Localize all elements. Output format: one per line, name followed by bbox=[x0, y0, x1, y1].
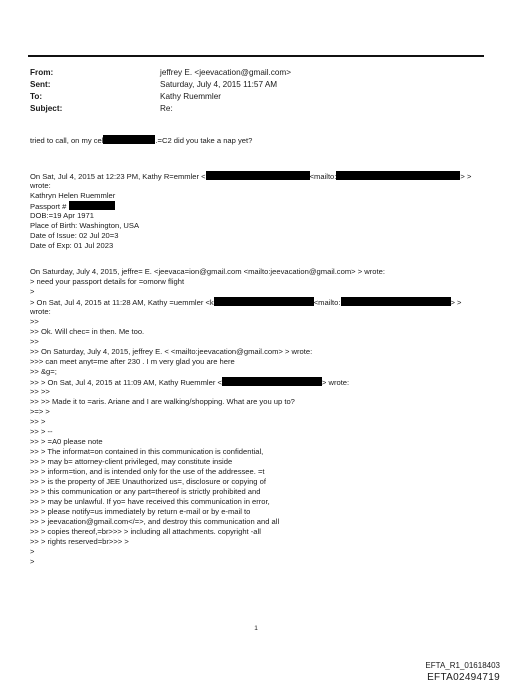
sent-value: Saturday, July 4, 2015 11:57 AM bbox=[160, 80, 278, 89]
body-line: >> > may be unlawful. If yo= have received this communication in error, bbox=[30, 497, 270, 506]
body-line: Place of Birth: Washington, USA bbox=[30, 221, 140, 230]
redaction-box bbox=[69, 201, 115, 210]
redaction-box bbox=[341, 297, 451, 306]
body-line: wrote: bbox=[30, 307, 51, 316]
redaction-box bbox=[214, 297, 314, 306]
body-line: >> bbox=[30, 337, 39, 346]
body-line: DOB:=19 Apr 1971 bbox=[30, 211, 94, 220]
body-text: Passport # bbox=[30, 202, 67, 211]
redaction-box bbox=[336, 171, 460, 180]
body-line: >> > is the property of JEE Unauthorized us=, disclosure or copying of bbox=[30, 477, 266, 486]
body-text: >> > On Sat, Jul 4, 2015 at 11:09 AM, Kathy Ruemmler < bbox=[30, 378, 222, 387]
to-label: To: bbox=[30, 92, 43, 101]
body-line: >> > jeevacation@gmail.com</=>, and destroy this communication and all bbox=[30, 517, 280, 526]
body-line: On Saturday, July 4, 2015, jeffre= E. <jeevaca=ion@gmail.com <mailto:jeevacation@gmail.com> > wrote: bbox=[30, 267, 385, 276]
body-line bbox=[30, 297, 462, 307]
body-line: >> &g=; bbox=[30, 367, 57, 376]
body-line bbox=[30, 201, 115, 211]
body-text: > wrote: bbox=[321, 378, 350, 387]
body-line bbox=[30, 377, 349, 387]
body-line: >> bbox=[30, 317, 39, 326]
body-line: Date of Issue: 02 Jul 20=3 bbox=[30, 231, 119, 240]
body-line: > bbox=[30, 287, 35, 296]
body-line: >>> can meet anyt=me after 230 . I m very glad you are here bbox=[30, 357, 235, 366]
page-number: 1 bbox=[254, 625, 258, 632]
body-line: > bbox=[30, 547, 35, 556]
from-label: From: bbox=[30, 68, 54, 77]
body-line: >> > copies thereof,=br>>> > including all attachments. copyright -all bbox=[30, 527, 261, 536]
body-line: >> > inform=tion, and is intended only for the use of the addressee. =t bbox=[30, 467, 265, 476]
body-text: > On Sat, Jul 4, 2015 at 11:28 AM, Kathy =uemmler <k bbox=[30, 298, 214, 307]
body-text: tried to call, on my cel bbox=[30, 136, 104, 145]
header-rule bbox=[28, 55, 484, 57]
body-line: wrote: bbox=[30, 181, 51, 190]
body-line: > bbox=[30, 557, 35, 566]
body-line: >> > may b= attorney-client privileged, may constitute inside bbox=[30, 457, 233, 466]
body-line: >> On Saturday, July 4, 2015, jeffrey E. < <mailto:jeevacation@gmail.com> > wrote: bbox=[30, 347, 313, 356]
from-value: jeffrey E. <jeevacation@gmail.com> bbox=[160, 68, 292, 77]
body-text: <mailto: bbox=[313, 298, 341, 307]
body-line bbox=[30, 171, 471, 181]
body-text: > > bbox=[460, 172, 472, 181]
body-line: >> > -- bbox=[30, 427, 53, 436]
body-line: Kathryn Helen Ruemmler bbox=[30, 191, 116, 200]
redaction-box bbox=[103, 135, 155, 144]
body-line: >> > rights reserved=br>>> > bbox=[30, 537, 129, 546]
body-line: >> > The informat=on contained in this communication is confidential, bbox=[30, 447, 264, 456]
subject-label: Subject: bbox=[30, 104, 63, 113]
body-line: >> > please notify=us immediately by return e-mail or by e-mail to bbox=[30, 507, 251, 516]
body-text: .=C2 did you take a nap yet? bbox=[155, 136, 253, 145]
body-line: > need your passport details for =omorw flight bbox=[30, 277, 185, 286]
body-line: >> > this communication or any part=thereof is strictly prohibited and bbox=[30, 487, 261, 496]
subject-value: Re: bbox=[160, 104, 173, 113]
redaction-box bbox=[222, 377, 322, 386]
body-line: >> >> bbox=[30, 387, 50, 396]
bates-number-primary: EFTA_R1_01618403 bbox=[425, 661, 500, 670]
body-line bbox=[30, 135, 252, 145]
body-line: >> Ok. Will chec= in then. Me too. bbox=[30, 327, 145, 336]
body-text: <mailto: bbox=[309, 172, 337, 181]
body-line: >=> > bbox=[30, 407, 50, 416]
body-line: >> >> Made it to =aris. Ariane and I are walking/shopping. What are you up to? bbox=[30, 397, 295, 406]
to-value: Kathy Ruemmler bbox=[160, 92, 221, 101]
body-text: On Sat, Jul 4, 2015 at 12:23 PM, Kathy R=emmler < bbox=[30, 172, 206, 181]
redaction-box bbox=[206, 171, 310, 180]
body-line: >> > bbox=[30, 417, 46, 426]
bates-number-secondary: EFTA02494719 bbox=[427, 672, 500, 683]
sent-label: Sent: bbox=[30, 80, 51, 89]
body-text: > > bbox=[450, 298, 462, 307]
body-line: Date of Exp: 01 Jul 2023 bbox=[30, 241, 114, 250]
body-line: >> > =A0 please note bbox=[30, 437, 103, 446]
